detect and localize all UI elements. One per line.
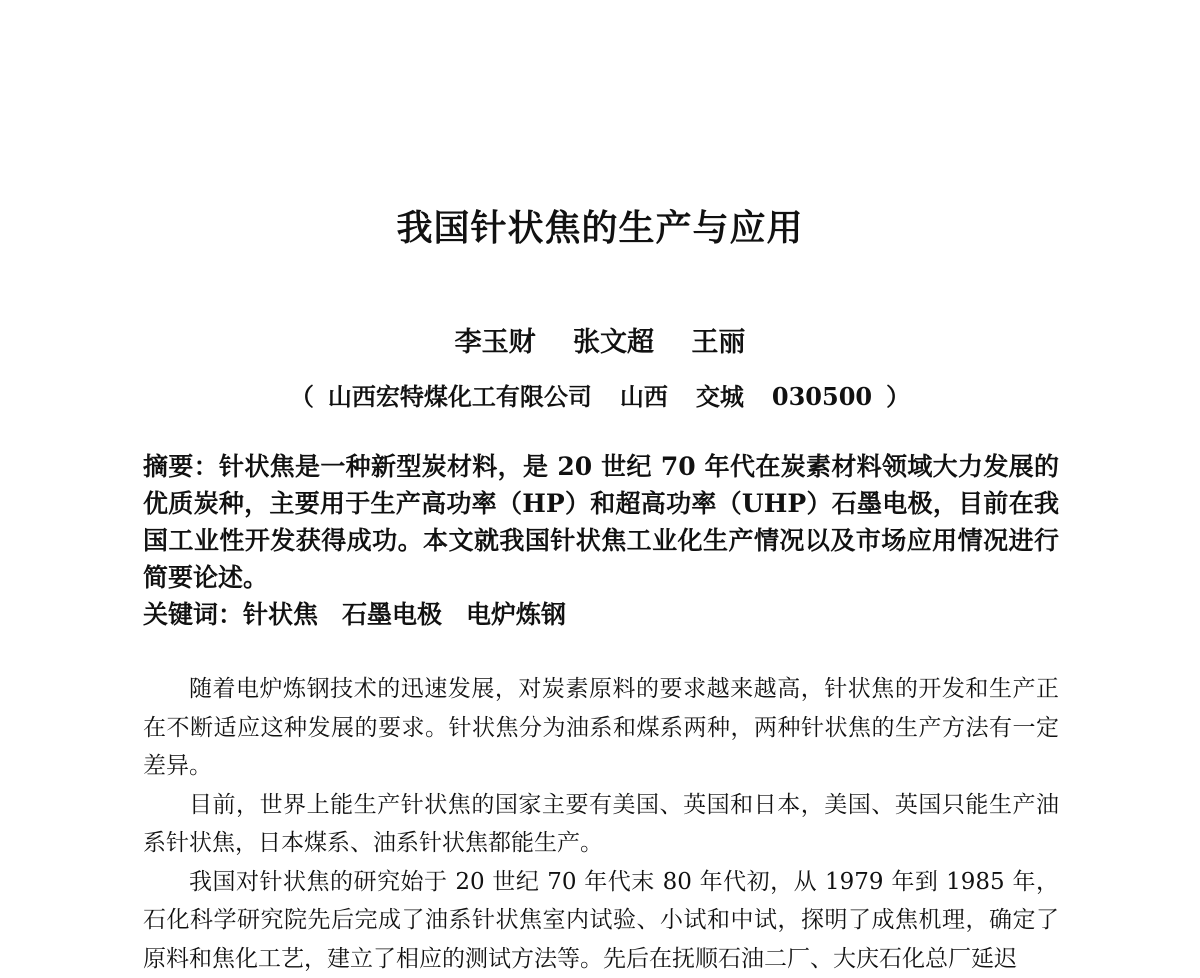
affiliation-postcode: 030500 <box>772 382 872 411</box>
affiliation-open-paren: （ <box>290 382 314 411</box>
keyword: 石墨电极 <box>342 600 442 629</box>
affiliation-close-paren: ） <box>886 382 910 411</box>
affiliation-company: 山西宏特煤化工有限公司 <box>328 382 592 411</box>
author-name: 李玉财 <box>455 327 536 358</box>
abstract <box>143 448 1059 596</box>
abstract-text: 针状焦是一种新型炭材料，是 20 世纪 70 年代在炭素材料领域大力发展的优质炭种，主要用于生产高功率（HP）和超高功率（UHP）石墨电极，目前在我国工业性开发获得成功。本文就我国针状焦工业化生产情况以及市场应用情况进行简要论述。 <box>143 452 1059 592</box>
author-list <box>0 320 1200 359</box>
keywords-label: 关键词： <box>143 600 243 629</box>
body-paragraph: 我国对针状焦的研究始于 20 世纪 70 年代末 80 年代初，从 1979 年到 1985 年，石化科学研究院先后完成了油系针状焦室内试验、小试和中试，探明了成焦机理，确定了原料和焦化工艺，建立了相应的测试方法等。先后在抚顺石油二厂、大庆石化总厂延迟 <box>143 863 1059 978</box>
author-name: 张文超 <box>573 327 654 358</box>
body-paragraph: 目前，世界上能生产针状焦的国家主要有美国、英国和日本，美国、英国只能生产油系针状焦，日本煤系、油系针状焦都能生产。 <box>143 786 1059 863</box>
author-name: 王丽 <box>691 327 745 358</box>
keyword: 电炉炼钢 <box>466 600 566 629</box>
paper-title: 我国针状焦的生产与应用 <box>0 200 1200 251</box>
affiliation-province: 山西 <box>620 382 668 411</box>
body-paragraph: 随着电炉炼钢技术的迅速发展，对炭素原料的要求越来越高，针状焦的开发和生产正在不断适应这种发展的要求。针状焦分为油系和煤系两种，两种针状焦的生产方法有一定差异。 <box>143 670 1059 786</box>
keywords <box>143 596 1059 633</box>
body-text <box>143 670 1059 978</box>
affiliation-city: 交城 <box>696 382 744 411</box>
abstract-label: 摘要： <box>143 452 219 481</box>
affiliation <box>0 377 1200 412</box>
keyword: 针状焦 <box>243 600 318 629</box>
